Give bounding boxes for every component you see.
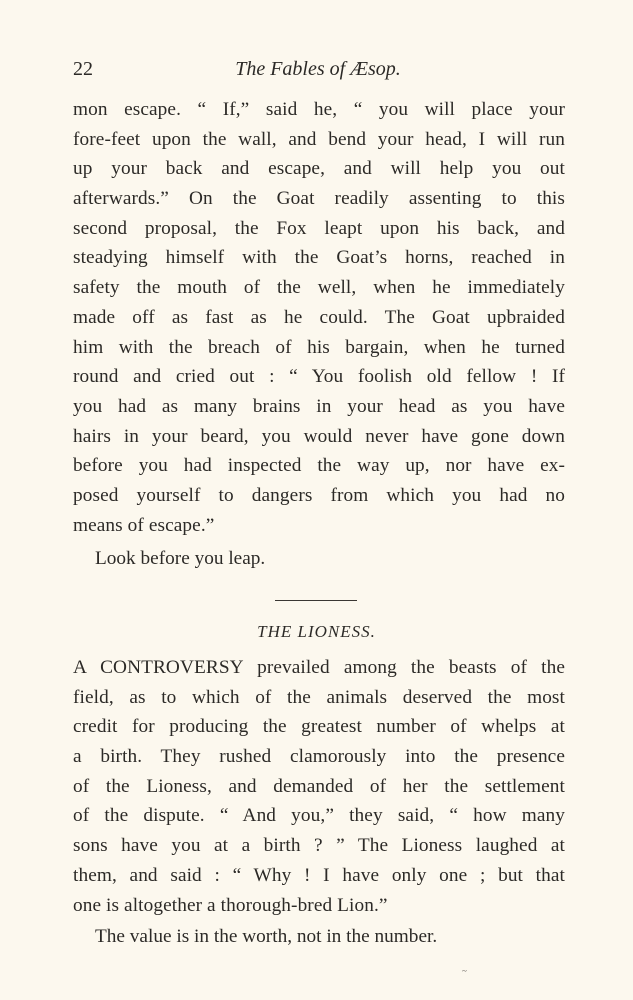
- section-divider: [275, 600, 357, 601]
- text-line: a birth. They rushed clamorously into the presence: [73, 746, 565, 768]
- text-line: one is altogether a thorough-bred Lion.”: [73, 894, 388, 916]
- text-line: means of escape.”: [73, 514, 215, 536]
- page-header: [73, 54, 563, 86]
- footer-mark: ~: [462, 966, 467, 976]
- running-title: The Fables of Æsop.: [235, 58, 401, 80]
- text-line: second proposal, the Fox leapt upon his back, and: [73, 217, 565, 239]
- text-line: steadying himself with the Goat’s horns, reached in: [73, 247, 565, 269]
- fable-title: THE LIONESS.: [257, 622, 376, 641]
- text-line: safety the mouth of the well, when he immediately: [73, 277, 565, 299]
- text-line: field, as to which of the animals deserved the most: [73, 686, 565, 708]
- text-line: credit for producing the greatest number of whelps at: [73, 716, 565, 738]
- text-line: made off as fast as he could. The Goat upbraided: [73, 306, 565, 328]
- text-line: afterwards.” On the Goat readily assenting to this: [73, 188, 565, 210]
- text-line: mon escape. “ If,” said he, “ you will place your: [73, 99, 565, 120]
- moral-lioness-fable: The value is in the worth, not in the number.: [95, 926, 438, 947]
- text-line: posed yourself to dangers from which you had no: [73, 484, 565, 506]
- text-line: A CONTROVERSY prevailed among the beasts of the: [73, 657, 565, 678]
- text-line: of the dispute. “ And you,” they said, “ how many: [73, 805, 565, 827]
- text-line: of the Lioness, and demanded of her the settlement: [73, 775, 565, 797]
- text-line: you had as many brains in your head as you have: [73, 395, 565, 417]
- text-line: round and cried out : “ You foolish old fellow ! If: [73, 366, 565, 388]
- text-line: before you had inspected the way up, nor have ex-: [73, 455, 565, 477]
- text-line: up your back and escape, and will help you out: [73, 158, 565, 180]
- text-line: fore-feet upon the wall, and bend your head, I will run: [73, 128, 565, 150]
- text-line: them, and said : “ Why ! I have only one ; but that: [73, 864, 565, 886]
- lioness-fable-text: [73, 653, 565, 920]
- moral-first-fable: Look before you leap.: [95, 548, 266, 569]
- text-line: hairs in your beard, you would never have gone down: [73, 425, 565, 447]
- text-line: sons have you at a birth ? ” The Lioness laughed at: [73, 835, 565, 857]
- text-line: him with the breach of his bargain, when he turned: [73, 336, 565, 358]
- continued-fable-text: [73, 95, 565, 540]
- page-number: 22: [73, 58, 93, 80]
